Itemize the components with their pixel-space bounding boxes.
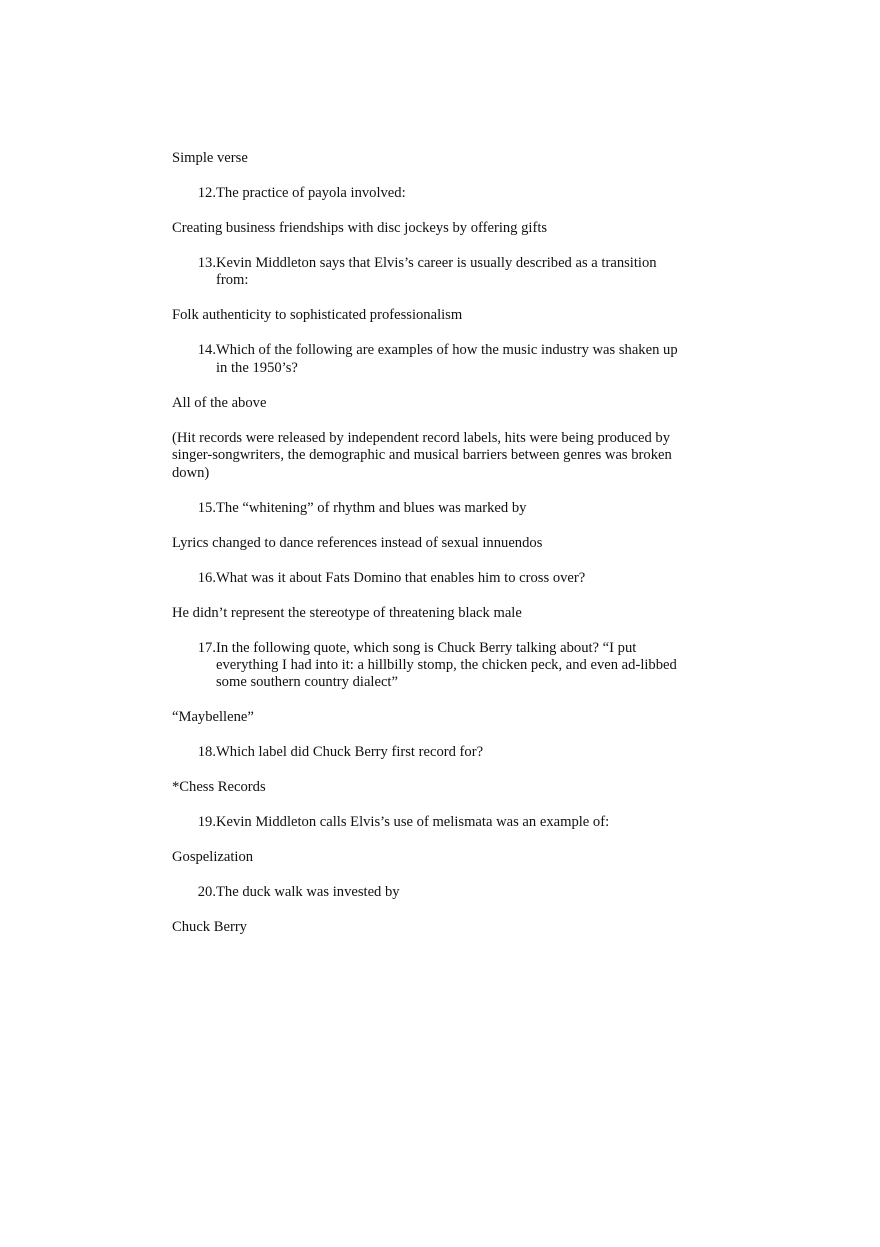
question-18 (172, 744, 692, 761)
answer-text: “Maybellene” (172, 709, 254, 726)
question-text: The “whitening” of rhythm and blues was marked by (216, 499, 527, 516)
question-number: 15. (197, 499, 216, 516)
question-number: 13. (197, 255, 216, 271)
question-number: 16. (197, 569, 216, 586)
question-number: 19. (197, 814, 216, 831)
answer-text: Chuck Berry (172, 919, 247, 936)
question-14 (172, 342, 692, 377)
answer-text: Folk authenticity to sophisticated professionalism (172, 307, 463, 324)
question-12 (172, 185, 692, 202)
question-text: Kevin Middleton says that Elvis’s career is usually described as a transition from: (216, 255, 657, 289)
question-20 (172, 884, 692, 901)
answer-text: Creating business friendships with disc jockeys by offering gifts (172, 220, 548, 236)
question-16 (172, 570, 692, 587)
document-body (172, 150, 692, 954)
question-number: 20. (197, 884, 216, 901)
answer-explanation: (Hit records were released by independent record labels, hits were being produced by singer-songwriters, the demographic and musical barriers between genres was broken down) (172, 429, 672, 481)
answer-text: Lyrics changed to dance references instead of sexual innuendos (172, 534, 543, 551)
question-text: The duck walk was invested by (216, 884, 400, 901)
answer-text: Gospelization (172, 849, 254, 866)
question-13 (172, 255, 692, 290)
question-19 (172, 814, 692, 831)
question-15 (172, 500, 692, 517)
question-text: The practice of payola involved: (216, 185, 406, 201)
answer-text: All of the above (172, 394, 267, 411)
question-text: Which label did Chuck Berry first record for? (216, 744, 484, 761)
question-text: In the following quote, which song is Chuck Berry talking about? “I put everything I had into it: a hillbilly stomp, the chicken peck, and even ad-libbed some southern country dialect” (216, 639, 677, 691)
answer-text: Simple verse (172, 150, 248, 166)
question-text: What was it about Fats Domino that enables him to cross over? (216, 569, 586, 586)
question-number: 17. (197, 639, 216, 656)
question-text: Which of the following are examples of how the music industry was shaken up in the 1950’s? (216, 342, 678, 376)
question-number: 14. (197, 342, 216, 359)
answer-text: *Chess Records (172, 779, 266, 796)
question-text: Kevin Middleton calls Elvis’s use of melismata was an example of: (216, 814, 610, 831)
answer-text: He didn’t represent the stereotype of threatening black male (172, 604, 522, 621)
question-number: 12. (197, 185, 216, 201)
question-17 (172, 640, 692, 692)
question-number: 18. (197, 744, 216, 761)
